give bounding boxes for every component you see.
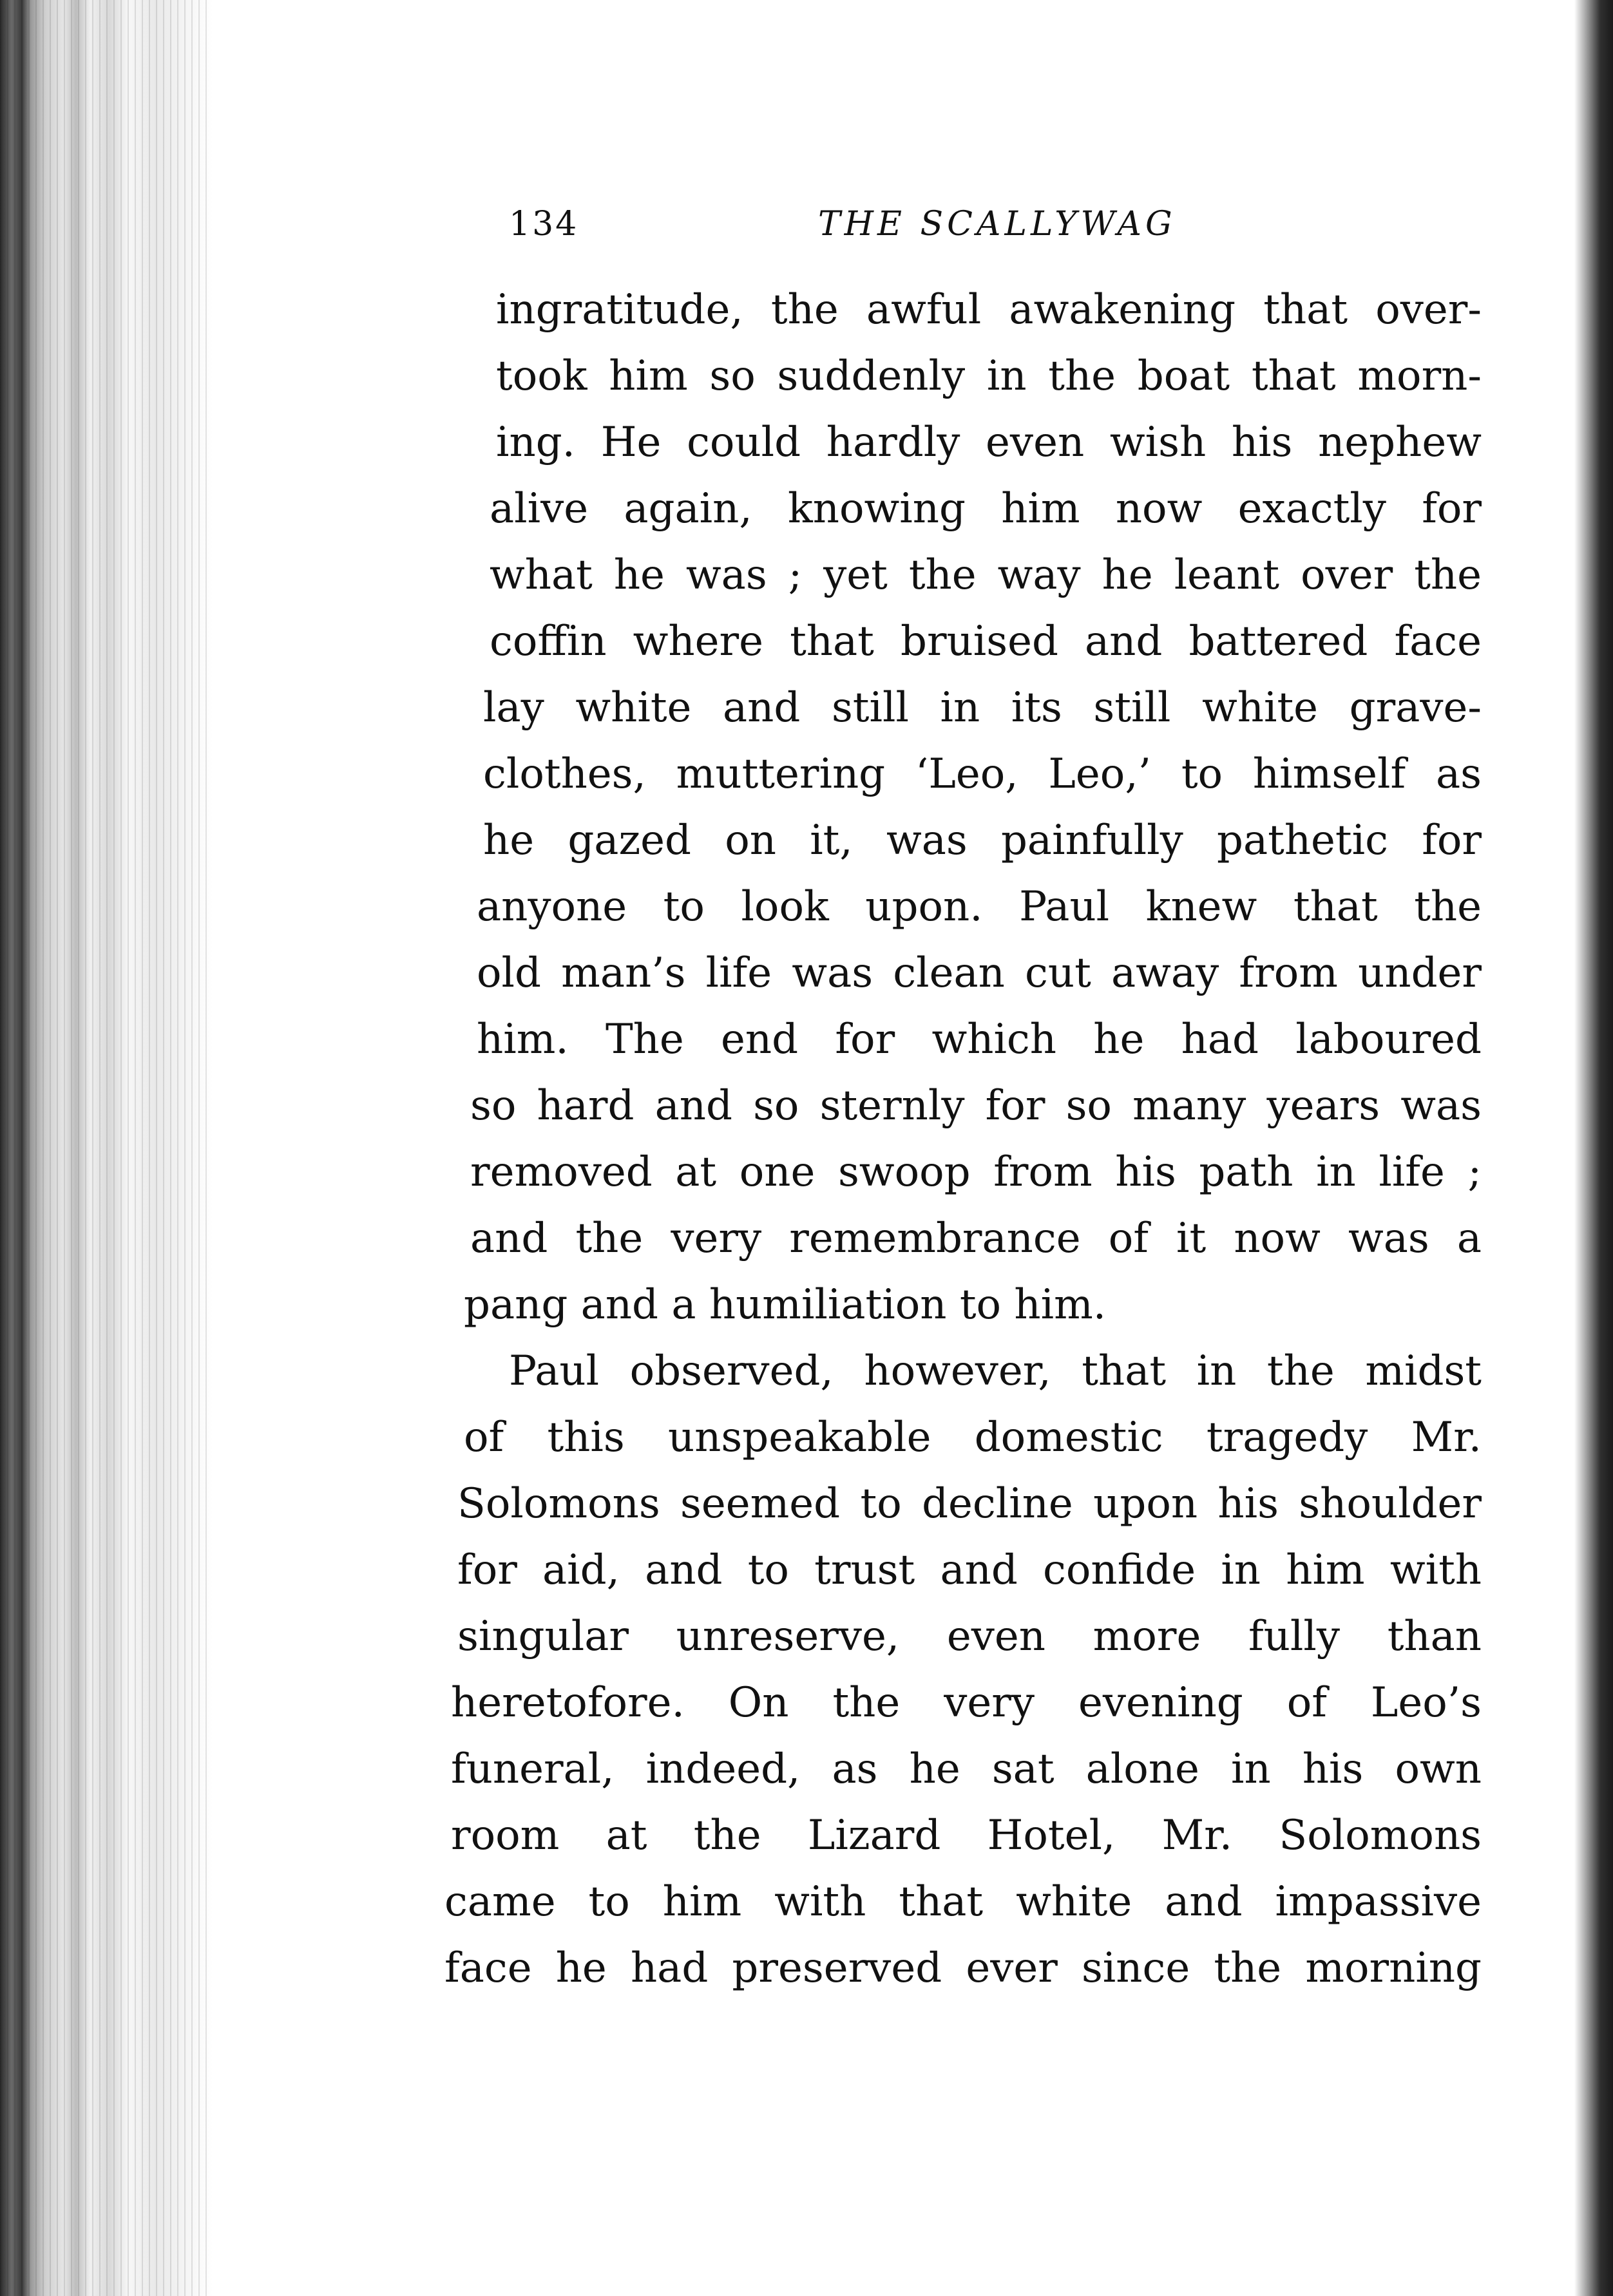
right-page-edge bbox=[1574, 0, 1613, 2296]
text-line: lay white and still in its still white grave- bbox=[483, 684, 1482, 732]
page-header bbox=[438, 193, 1494, 264]
page-number: 134 bbox=[509, 205, 579, 243]
text-line: room at the Lizard Hotel, Mr. Solomons bbox=[451, 1812, 1482, 1859]
text-line: coffin where that bruised and battered face bbox=[490, 618, 1482, 665]
text-line: heretofore. On the very evening of Leo’s bbox=[451, 1679, 1482, 1727]
text-line: funeral, indeed, as he sat alone in his own bbox=[451, 1745, 1482, 1793]
text-line: what he was ; yet the way he leant over the bbox=[490, 551, 1482, 599]
text-line: took him so suddenly in the boat that morn- bbox=[496, 352, 1482, 400]
text-line: face he had preserved ever since the morning bbox=[444, 1944, 1482, 1992]
text-line: anyone to look upon. Paul knew that the bbox=[477, 883, 1482, 931]
text-line: of this unspeakable domestic tragedy Mr. bbox=[464, 1414, 1482, 1461]
text-line: pang and a humiliation to him. bbox=[464, 1281, 1107, 1329]
text-line: for aid, and to trust and confide in him with bbox=[457, 1546, 1482, 1594]
text-line: and the very remembrance of it now was a bbox=[470, 1215, 1482, 1262]
running-title: THE SCALLYWAG bbox=[818, 205, 1176, 243]
text-line: singular unreserve, even more fully than bbox=[457, 1613, 1482, 1660]
body-text bbox=[438, 277, 1482, 2002]
text-line: removed at one swoop from his path in life ; bbox=[470, 1148, 1482, 1196]
text-line: clothes, muttering ‘Leo, Leo,’ to himself as bbox=[483, 750, 1482, 798]
text-line: him. The end for which he had laboured bbox=[477, 1016, 1482, 1063]
text-line: old man’s life was clean cut away from under bbox=[477, 949, 1482, 997]
text-line: so hard and so sternly for so many years was bbox=[470, 1082, 1482, 1130]
page-stack-lines bbox=[0, 0, 213, 2296]
book-page bbox=[438, 193, 1494, 2002]
text-line: Paul observed, however, that in the midst bbox=[509, 1347, 1482, 1395]
text-line: Solomons seemed to decline upon his shoulder bbox=[457, 1480, 1482, 1528]
text-line: he gazed on it, was painfully pathetic for bbox=[483, 817, 1482, 864]
text-line: alive again, knowing him now exactly for bbox=[490, 485, 1482, 533]
text-line: came to him with that white and impassive bbox=[444, 1878, 1482, 1926]
text-line: ing. He could hardly even wish his nephew bbox=[496, 419, 1482, 466]
text-line: ingratitude, the awful awakening that over- bbox=[496, 286, 1482, 334]
